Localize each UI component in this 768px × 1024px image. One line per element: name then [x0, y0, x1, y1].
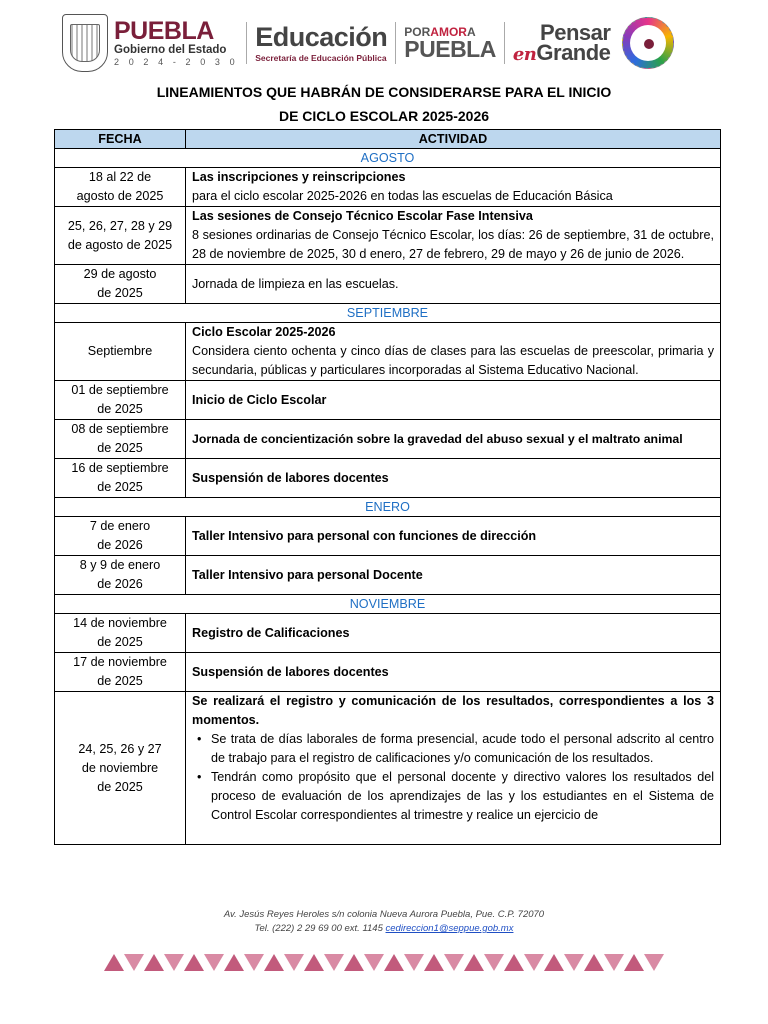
puebla-text: PUEBLA — [404, 35, 496, 62]
border-triangle-icon — [624, 954, 644, 971]
actividad-cell — [186, 692, 721, 845]
border-triangle-icon — [244, 954, 264, 971]
table-row — [55, 168, 721, 207]
fecha-cell: 14 de noviembre de 2025 — [55, 614, 186, 653]
fecha-cell: 08 de septiembre de 2025 — [55, 420, 186, 459]
fecha-cell: 29 de agosto de 2025 — [55, 265, 186, 304]
table-row — [55, 556, 721, 595]
list-item: • Se trata de días laborales de forma presencial, acude todo el personal adscrito al centro de trabajo para el registro de calificaciones y/o comunicación de los resultados. — [192, 730, 714, 768]
puebla-logo-years: 2 0 2 4 - 2 0 3 0 — [114, 57, 239, 68]
border-triangle-icon — [464, 954, 484, 971]
actividad-title: Ciclo Escolar 2025-2026 — [192, 325, 336, 339]
fecha-cell: 8 y 9 de enero de 2026 — [55, 556, 186, 595]
border-triangle-icon — [424, 954, 444, 971]
border-triangle-icon — [224, 954, 244, 971]
border-triangle-icon — [604, 954, 624, 971]
footer-email-link[interactable]: cedireccion1@seppue.gob.mx — [385, 923, 514, 934]
border-triangle-icon — [504, 954, 524, 971]
border-triangle-icon — [584, 954, 604, 971]
table-header-row — [55, 130, 721, 149]
border-triangle-icon — [544, 954, 564, 971]
actividad-cell: Jornada de limpieza en las escuelas. — [186, 265, 721, 304]
list-item: • Tendrán como propósito que el personal docente y directivo valores los resultados del proceso de evaluación de los aprendizajes de las y los estudiantes en el Sistema de Control Escolar correspondientes al trimestre y realice un ejercicio de — [192, 768, 714, 825]
column-header-fecha: FECHA — [55, 130, 186, 149]
footer — [0, 908, 768, 936]
actividad-text: Considera ciento ochenta y cinco días de clases para las escuelas de preescolar, primaria y secundaria, públicas y particulares incorporadas al Sistema Educativo Nacional. — [192, 344, 714, 377]
month-label-enero: ENERO — [55, 498, 721, 517]
table-row — [55, 653, 721, 692]
actividad-cell: Jornada de concientización sobre la gravedad del abuso sexual y el maltrato animal — [186, 420, 721, 459]
schedule-table — [54, 129, 721, 845]
fecha-cell: 16 de septiembre de 2025 — [55, 459, 186, 498]
border-triangle-icon — [404, 954, 424, 971]
footer-address: Av. Jesús Reyes Heroles s/n colonia Nueva Aurora Puebla, Pue. C.P. 72070 — [223, 909, 545, 920]
por-amor-a-text: PORAMORA — [404, 24, 476, 39]
actividad-cell: Registro de Calificaciones — [186, 614, 721, 653]
table-row — [55, 265, 721, 304]
fecha-cell: 01 de septiembre de 2025 — [55, 381, 186, 420]
actividad-cell: Inicio de Ciclo Escolar — [186, 381, 721, 420]
decorative-border-pattern — [104, 944, 664, 980]
month-label-noviembre: NOVIEMBRE — [55, 595, 721, 614]
month-label-septiembre: SEPTIEMBRE — [55, 304, 721, 323]
border-triangle-icon — [124, 954, 144, 971]
actividad-cell: Suspensión de labores docentes — [186, 653, 721, 692]
month-row — [55, 304, 721, 323]
puebla-logo-subtitle: Gobierno del Estado — [114, 43, 227, 56]
fecha-cell: 25, 26, 27, 28 y 29 de agosto de 2025 — [55, 207, 186, 265]
column-header-actividad: ACTIVIDAD — [186, 130, 721, 149]
actividad-cell: Suspensión de labores docentes — [186, 459, 721, 498]
actividad-title: Las inscripciones y reinscripciones — [192, 170, 406, 184]
pensar-en-grande-logo — [512, 20, 611, 65]
border-triangle-icon — [564, 954, 584, 971]
border-triangle-icon — [164, 954, 184, 971]
educacion-logo — [255, 21, 388, 63]
puebla-logo — [114, 16, 239, 68]
educacion-logo-title: Educación — [255, 21, 388, 52]
puebla-coat-of-arms-icon — [62, 14, 108, 72]
border-triangle-icon — [144, 954, 164, 971]
border-triangle-icon — [104, 954, 124, 971]
table-row — [55, 614, 721, 653]
table-row — [55, 420, 721, 459]
document-title — [0, 80, 768, 128]
border-triangle-icon — [364, 954, 384, 971]
equality-seal-icon — [622, 17, 674, 69]
actividad-title: Se realizará el registro y comunicación de los resultados, correspondientes a los 3 momentos. — [192, 694, 714, 727]
border-triangle-icon — [344, 954, 364, 971]
border-triangle-icon — [304, 954, 324, 971]
border-triangle-icon — [444, 954, 464, 971]
footer-contact — [0, 922, 768, 936]
border-triangle-icon — [264, 954, 284, 971]
border-triangle-icon — [204, 954, 224, 971]
table-row — [55, 207, 721, 265]
month-row — [55, 595, 721, 614]
logo-divider — [504, 22, 505, 64]
table-row — [55, 323, 721, 381]
puebla-logo-title: PUEBLA — [114, 16, 214, 45]
actividad-cell: Taller Intensivo para personal con funciones de dirección — [186, 517, 721, 556]
month-label-agosto: AGOSTO — [55, 149, 721, 168]
table-row — [55, 459, 721, 498]
table-row — [55, 381, 721, 420]
pensar-text: Pensar — [540, 20, 611, 45]
actividad-cell — [186, 207, 721, 265]
document-title-line-1: LINEAMIENTOS QUE HABRÁN DE CONSIDERARSE PARA EL INICIO — [156, 84, 612, 100]
border-triangle-icon — [184, 954, 204, 971]
table-row — [55, 692, 721, 845]
actividad-cell — [186, 323, 721, 381]
educacion-logo-subtitle: Secretaría de Educación Pública — [255, 52, 387, 63]
actividad-bullet-list — [192, 730, 714, 825]
actividad-cell: Taller Intensivo para personal Docente — [186, 556, 721, 595]
border-triangle-icon — [644, 954, 664, 971]
document-title-line-2: DE CICLO ESCOLAR 2025-2026 — [278, 108, 490, 124]
border-triangle-icon — [484, 954, 504, 971]
actividad-text: para el ciclo escolar 2025-2026 en todas las escuelas de Educación Básica — [192, 189, 613, 203]
fecha-cell: 18 al 22 de agosto de 2025 — [55, 168, 186, 207]
logo-divider — [246, 22, 247, 64]
fecha-cell: 24, 25, 26 y 27 de noviembre de 2025 — [55, 692, 186, 845]
month-row — [55, 149, 721, 168]
fecha-cell: 7 de enero de 2026 — [55, 517, 186, 556]
header-logos — [62, 8, 722, 78]
por-amor-a-puebla-logo — [404, 26, 496, 61]
fecha-cell: 17 de noviembre de 2025 — [55, 653, 186, 692]
border-triangle-icon — [284, 954, 304, 971]
fecha-cell: Septiembre — [55, 323, 186, 381]
month-row — [55, 498, 721, 517]
logo-divider — [395, 22, 396, 64]
border-triangle-icon — [384, 954, 404, 971]
table-row — [55, 517, 721, 556]
actividad-title: Las sesiones de Consejo Técnico Escolar Fase Intensiva — [192, 209, 533, 223]
actividad-cell — [186, 168, 721, 207]
footer-tel: Tel. (222) 2 29 69 00 ext. 1145 — [254, 923, 383, 934]
actividad-text: 8 sesiones ordinarias de Consejo Técnico Escolar, los días: 26 de septiembre, 31 de octubre, 28 de noviembre de 2025, 30 d enero, 27 de febrero, 29 de mayo y 26 de junio de 2026. — [192, 228, 714, 261]
en-grande-text: enGrande — [512, 39, 611, 65]
border-triangle-icon — [324, 954, 344, 971]
border-triangle-icon — [524, 954, 544, 971]
